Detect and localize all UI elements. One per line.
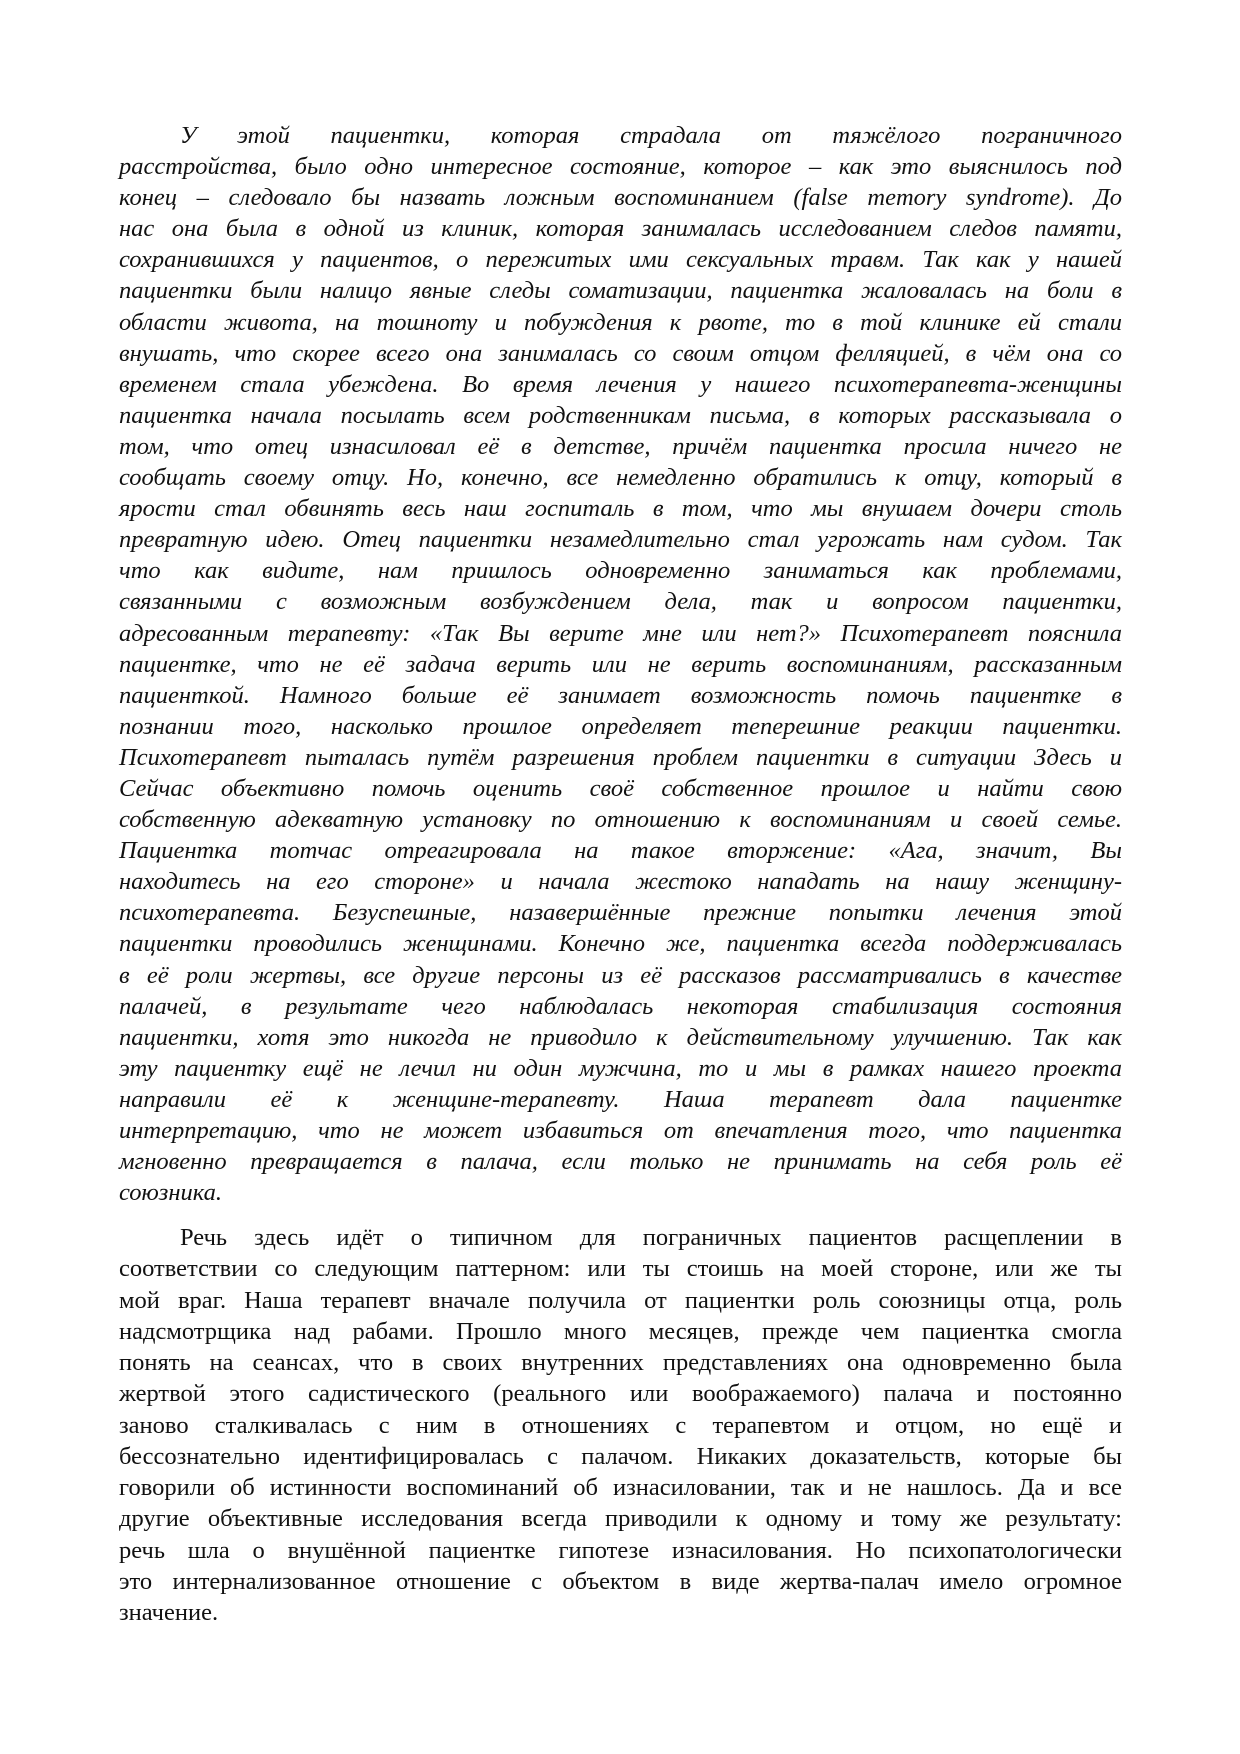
text-line: Сейчас объективно помочь оценить своё собственное прошлое и найти свою (119, 774, 1122, 802)
text-line: мгновенно превращается в палача, если только не принимать на себя роль её (119, 1148, 1122, 1176)
text-line: жертвой этого садистического (реального или воображаемого) палача и постоянно (119, 1380, 1122, 1408)
paragraph-splitting-discussion (119, 1222, 1122, 1628)
text-line: пациентке, что не её задача верить или не верить воспоминаниям, рассказанным (119, 650, 1122, 678)
text-line: говорили об истинности воспоминаний об изнасиловании, так и не нашлось. Да и все (119, 1474, 1122, 1501)
text-line: находитесь на его стороне» и начала жестоко нападать на нашу женщину- (119, 868, 1122, 896)
text-line: пациентка начала посылать всем родственникам письма, в которых рассказывала о (119, 401, 1122, 429)
text-line: Пациентка тотчас отреагировала на такое вторжение: «Ага, значит, Вы (119, 837, 1122, 865)
text-line: пациентки проводились женщинами. Конечно же, пациентка всегда поддерживалась (119, 930, 1122, 958)
text-line: временем стала убеждена. Во время лечения у нашего психотерапевта-женщины (119, 370, 1122, 398)
text-line: У этой пациентки, которая страдала от тяжёлого пограничного (180, 122, 1122, 149)
text-line: том, что отец изнасиловал её в детстве, причём пациентка просила ничего не (119, 432, 1122, 460)
text-line: адресованным терапевту: «Так Вы верите мне или нет?» Психотерапевт пояснила (119, 619, 1122, 647)
text-line: заново сталкивалась с ним в отношениях с терапевтом и отцом, но ещё и (119, 1411, 1122, 1439)
text-line: понять на сеансах, что в своих внутренних представлениях она одновременно была (119, 1349, 1122, 1376)
text-line: нас она была в одной из клиник, которая занималась исследованием следов памяти, (119, 215, 1122, 243)
text-line: области живота, на тошноту и побуждения к рвоте, то в той клинике ей стали (119, 308, 1122, 336)
text-line: Психотерапевт пыталась путём разрешения проблем пациентки в ситуации Здесь и (119, 743, 1122, 771)
text-line: сообщать своему отцу. Но, конечно, все немедленно обратились к отцу, который в (119, 464, 1122, 492)
text-line: значение. (119, 1599, 219, 1626)
text-line: палачей, в результате чего наблюдалась некоторая стабилизация состояния (119, 992, 1122, 1020)
text-line: бессознательно идентифицировалась с палачом. Никаких доказательств, которые бы (119, 1442, 1122, 1470)
text-line: другие объективные исследования всегда приводили к одному и тому же результату: (119, 1505, 1122, 1533)
text-line: пациентки были налицо явные следы соматизации, пациентка жаловалась на боли в (119, 277, 1122, 305)
text-line: направили её к женщине-терапевту. Наша терапевт дала пациентке (119, 1085, 1122, 1113)
text-line: расстройства, было одно интересное состояние, которое – как это выяснилось под (119, 153, 1122, 181)
text-line: пациентки, хотя это никогда не приводило к действительному улучшению. Так как (119, 1023, 1122, 1051)
text-line: союзника. (119, 1179, 222, 1207)
text-line: Речь здесь идёт о типичном для пограничных пациентов расщеплении в (180, 1224, 1122, 1251)
text-line: пациенткой. Намного больше её занимает возможность помочь пациентке в (119, 681, 1122, 709)
text-line: внушать, что скорее всего она занималась со своим отцом фелляцией, в чём она со (119, 339, 1122, 367)
text-line: это интернализованное отношение с объектом в виде жертва-палач имело огромное (119, 1567, 1122, 1595)
paragraph-case-description (119, 120, 1122, 1208)
text-line: надсмотрщика над рабами. Прошло много месяцев, прежде чем пациентка смогла (119, 1317, 1122, 1345)
text-line: конец – следовало бы назвать ложным воспоминанием (false memory syndrome). До (119, 184, 1122, 212)
text-line: эту пациентку ещё не лечил ни один мужчина, то и мы в рамках нашего проекта (119, 1054, 1122, 1082)
text-line: связанными с возможным возбуждением дела, так и вопросом пациентки, (119, 588, 1122, 616)
text-line: психотерапевта. Безуспешные, назавершённые прежние попытки лечения этой (119, 899, 1122, 927)
text-line: мой враг. Наша терапевт вначале получила от пациентки роль союзницы отца, роль (119, 1286, 1122, 1314)
text-line: что как видите, нам пришлось одновременно заниматься как проблемами, (119, 557, 1122, 585)
text-line: в её роли жертвы, все другие персоны из её рассказов рассматривались в качестве (119, 961, 1122, 989)
text-line: соответствии со следующим паттерном: или ты стоишь на моей стороне, или же ты (119, 1255, 1122, 1283)
text-line: собственную адекватную установку по отношению к воспоминаниям и своей семье. (119, 806, 1122, 834)
text-line: сохранившихся у пациентов, о пережитых ими сексуальных травм. Так как у нашей (119, 246, 1122, 274)
text-line: ярости стал обвинять весь наш госпиталь в том, что мы внушаем дочери столь (119, 495, 1122, 523)
text-line: речь шла о внушённой пациентке гипотезе изнасилования. Но психопатологически (119, 1536, 1122, 1564)
text-line: познании того, насколько прошлое определяет теперешние реакции пациентки. (119, 712, 1122, 740)
text-line: превратную идею. Отец пациентки незамедлительно стал угрожать нам судом. Так (119, 526, 1122, 554)
text-line: интерпретацию, что не может избавиться от впечатления того, что пациентка (119, 1117, 1122, 1144)
